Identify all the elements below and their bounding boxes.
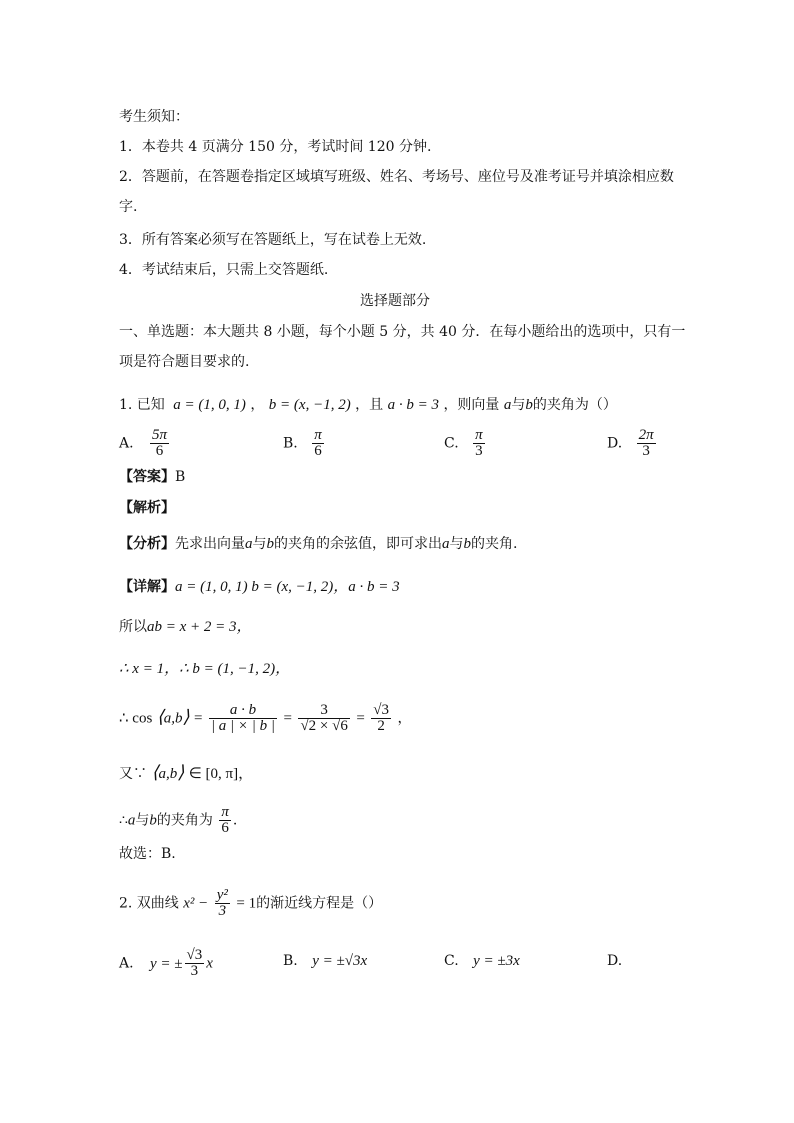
option-label: C. bbox=[444, 953, 459, 969]
q1-tail2: 的夹角为（） bbox=[532, 397, 617, 413]
frac-num: y² bbox=[216, 887, 228, 903]
option-expr: y = ±3x bbox=[473, 953, 520, 969]
frac-den: 6 bbox=[221, 820, 229, 836]
option-den: 3 bbox=[475, 443, 483, 459]
frac-num: √3 bbox=[373, 702, 389, 718]
q2-option-c bbox=[444, 952, 520, 970]
fenxi-tag: 【分析】 bbox=[119, 536, 175, 552]
step-prefix: ∴ bbox=[119, 812, 128, 829]
xiangjie-tag: 【详解】 bbox=[119, 579, 175, 595]
step-tail: ∈ [0, π]， bbox=[188, 766, 254, 782]
frac-num: 3 bbox=[298, 703, 349, 719]
q1-condition: a · b = 3 bbox=[387, 397, 439, 413]
answer-value: B bbox=[175, 469, 186, 485]
q2-eq-right: = 1 bbox=[236, 895, 257, 912]
step-tail: ， bbox=[397, 710, 412, 727]
frac-num: √3 bbox=[186, 947, 203, 963]
cos-prefix: ∴ cos bbox=[119, 710, 153, 727]
option-post: x bbox=[206, 955, 213, 972]
option-label: C. bbox=[444, 435, 459, 452]
section-title: 选择题部分 bbox=[360, 293, 430, 309]
q1-xiangjie bbox=[119, 578, 400, 596]
q1-step1 bbox=[119, 618, 252, 636]
fenxi-text: 先求出向量 bbox=[175, 536, 245, 552]
q2-stem bbox=[119, 888, 382, 919]
option-label: D. bbox=[607, 435, 623, 452]
q1-option-c bbox=[444, 428, 487, 459]
q1-prefix: 1. 已知 bbox=[119, 397, 165, 413]
option-num: π bbox=[475, 427, 483, 443]
eq-sign: = bbox=[194, 710, 203, 727]
option-label: D. bbox=[607, 953, 623, 969]
q2-option-d bbox=[607, 952, 622, 970]
angle-ab: a,b bbox=[163, 710, 183, 727]
fenxi-text: 的夹角的余弦值，即可求出 bbox=[274, 536, 442, 552]
q1-option-d bbox=[607, 428, 658, 459]
q1-option-a bbox=[119, 428, 171, 459]
fenxi-text: 与 bbox=[449, 536, 464, 552]
step-prefix: 所以 bbox=[119, 619, 147, 635]
q1-step5: ∴a与b的夹角为 $\frac{\pi}{6}$ . bbox=[119, 804, 238, 836]
frac-den: 2 bbox=[377, 718, 385, 734]
answer-tag: 【答案】 bbox=[119, 469, 175, 485]
option-den: 6 bbox=[314, 443, 322, 459]
eq-sign: = bbox=[356, 710, 365, 727]
frac-num: π bbox=[221, 804, 229, 820]
option-den: 6 bbox=[155, 443, 164, 459]
eq-sign: = bbox=[283, 710, 292, 727]
q1-vector-a: a = (1, 0, 1) bbox=[173, 397, 246, 413]
step-prefix: 又∵ bbox=[119, 766, 147, 782]
q2-option-a bbox=[119, 948, 213, 979]
fenxi-text: 与 bbox=[252, 536, 267, 552]
frac-num: a · b bbox=[209, 703, 277, 719]
notice-item-1: 1．本卷共 4 页满分 150 分，考试时间 120 分钟. bbox=[119, 139, 432, 155]
q1-option-b bbox=[283, 428, 326, 459]
step-mid: 与 bbox=[135, 812, 150, 829]
notice-item-3: 3．所有答案必须写在答题纸上，写在试卷上无效. bbox=[119, 232, 427, 248]
q2-option-b bbox=[283, 952, 367, 970]
notice-item-2: 2．答题前，在答题卷指定区域填写班级、姓名、考场号、座位号及准考证号并填涂相应数 bbox=[119, 169, 674, 185]
q1-and: 与 bbox=[511, 397, 526, 413]
option-label: B. bbox=[283, 435, 298, 452]
q1-stem: 1. 已知 a = (1, 0, 1) ， b = (x, −1, 2) ，且 a · b = 3 ，则向量 a与b的夹角为（） bbox=[119, 397, 617, 413]
option-label: B. bbox=[283, 953, 298, 969]
q1-conclusion: 故选：B. bbox=[119, 846, 176, 862]
step-text: 的夹角为 bbox=[156, 812, 213, 829]
notice-item-4: 4．考试结束后，只需上交答题纸. bbox=[119, 262, 329, 278]
frac-den: 3 bbox=[190, 963, 199, 979]
q1-step2: ∴ x = 1，∴ b = (1, −1, 2)， bbox=[119, 661, 291, 677]
option-label: A. bbox=[119, 955, 134, 972]
q1-step3: ∴ cos ⟨a,b⟩ = $\frac{a \cdot b}{| a | \times | b |}$ = $\frac{3}{√2 \times √6}$ = $\frac{√3}{2}$ ， bbox=[119, 702, 412, 734]
option-num: 5π bbox=[152, 427, 168, 443]
angle-ab: a,b bbox=[158, 766, 178, 782]
part1-line2: 项是符合题目要求的. bbox=[119, 354, 250, 370]
step-expr: ab = x + 2 = 3， bbox=[147, 619, 252, 635]
option-num: π bbox=[314, 427, 322, 443]
q2-eq-left: x² − bbox=[183, 895, 209, 912]
q1-answer bbox=[119, 468, 185, 486]
q1-tail: ，则向量 bbox=[443, 397, 500, 413]
option-expr: y = ±√3x bbox=[312, 953, 368, 969]
notice-item-2-cont: 字. bbox=[119, 199, 138, 215]
xiangjie-expr: a = (1, 0, 1) b = (x, −1, 2)，a · b = 3 bbox=[175, 579, 400, 595]
q2-tail: 的渐近线方程是（） bbox=[256, 895, 383, 912]
q1-analysis-tag: 【解析】 bbox=[119, 500, 175, 516]
frac-den: √2 × √6 bbox=[300, 718, 348, 734]
q1-step4: 又∵ ⟨a,b⟩ ∈ [0, π]， bbox=[119, 762, 254, 782]
notice-heading: 考生须知： bbox=[119, 109, 189, 125]
q1-cond-prefix: ，且 bbox=[355, 397, 384, 413]
q1-vector-b: b = (x, −1, 2) bbox=[268, 397, 351, 413]
option-den: 3 bbox=[642, 443, 650, 459]
option-num: 2π bbox=[638, 427, 654, 443]
fenxi-text: 的夹角. bbox=[471, 536, 518, 552]
step-tail: . bbox=[232, 812, 238, 829]
q2-prefix: 2. 双曲线 bbox=[119, 895, 179, 912]
option-pre: y = ± bbox=[150, 955, 183, 972]
q1-fenxi: 【分析】先求出向量a与b的夹角的余弦值，即可求出a与b的夹角. bbox=[119, 536, 518, 552]
option-label: A. bbox=[119, 435, 134, 452]
frac-den: 3 bbox=[218, 903, 227, 919]
frac-den: | a | × | b | bbox=[210, 718, 276, 734]
part1-line1: 一、单选题：本大题共 8 小题，每个小题 5 分，共 40 分．在每小题给出的选项中，只有一 bbox=[119, 324, 686, 340]
